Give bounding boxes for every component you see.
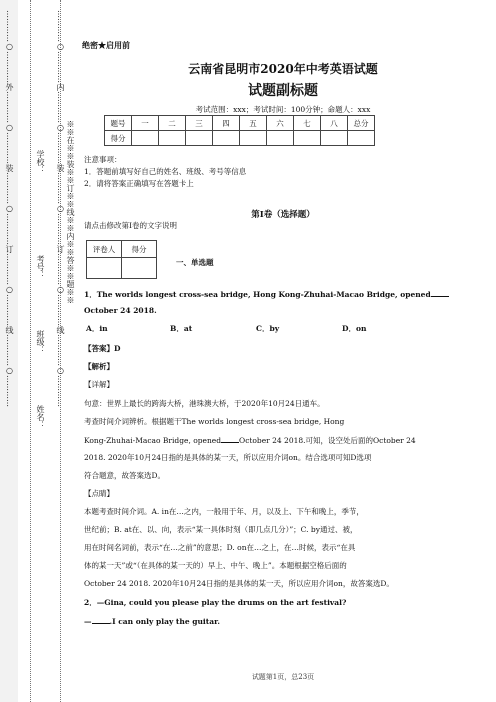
score-cell[interactable] — [132, 131, 159, 146]
score-header-cell: 二 — [159, 116, 186, 131]
q1-option-a: A．in — [86, 324, 108, 333]
score-header-cell: 七 — [294, 116, 321, 131]
score-value-row — [105, 131, 375, 146]
answer-blank — [92, 615, 110, 624]
score-cell[interactable] — [186, 131, 213, 146]
q1-line: 符合题意，故答案选D。 — [84, 471, 166, 480]
score-header-cell: 四 — [213, 116, 240, 131]
outer-margin-strip — [0, 0, 18, 702]
q1-comment-line: 世纪前；B. at在、以、向，表示“某一具体时刻（即几点几分）”；C. by通过、被， — [84, 525, 358, 534]
q2-stem: 2．—Gina, could you please play the drums on the art festival? — [84, 598, 347, 607]
field-name: 姓名： — [36, 405, 45, 429]
score-header-cell: 三 — [186, 116, 213, 131]
score-header-cell: 八 — [321, 116, 348, 131]
grader-label: 评卷人 — [87, 241, 122, 258]
margin-notice: ※※在※※装※※订※※线※※内※※答※※题※※ — [66, 120, 75, 304]
q1-answer: 【答案】D — [84, 344, 121, 353]
q2-reply: — .I can only play the guitar. — [84, 617, 220, 626]
score-header-cell: 五 — [240, 116, 267, 131]
q1-comment-line: 用在时间名词前，表示“在…之前”的意思；D. on在…之上，在…时候，表示“在具 — [84, 543, 356, 552]
score-header-cell: 总分 — [348, 116, 375, 131]
q1-line: 句意：世界上最长的跨海大桥，港珠澳大桥，于2020年10月24日通车。 — [84, 399, 325, 408]
answer-blank — [431, 288, 449, 297]
score-header-cell: 一 — [132, 116, 159, 131]
score-cell[interactable] — [240, 131, 267, 146]
score-cell[interactable] — [294, 131, 321, 146]
score-cell[interactable] — [267, 131, 294, 146]
q1-comment-line: 体的某一天”或“（在具体的某一天的）早上、中午、晚上”。本题根据空格后面的 — [84, 561, 347, 570]
q1-stem: 1．The worlds longest cross-sea bridge, Hong Kong-Zhuhai-Macao Bridge, opened — [84, 288, 449, 300]
q1-comment-line: 本题考查时间介词。A. in在…之内，一般用于年、月，以及上、下午和晚上，季节， — [84, 507, 364, 516]
page-subtitle: 试题副标题 — [248, 83, 318, 99]
q1-detail: 【详解】 — [84, 380, 114, 389]
q1-line: 2018. 2020年10月24日指的是具体的某一天，所以应用介词on。结合选项可知D选项 — [84, 453, 372, 462]
q1-stem-end: October 24 2018. — [84, 306, 157, 315]
q1-option-c: C．by — [256, 324, 280, 333]
section-title: 第I卷（选择题） — [251, 210, 315, 220]
outer-dotted-line — [30, 0, 31, 702]
part-heading: 一、单选题 — [176, 258, 214, 267]
notes-title: 注意事项： — [84, 155, 122, 164]
q1-comment: 【点睛】 — [84, 489, 114, 498]
score-cell[interactable] — [159, 131, 186, 146]
inner-binding-line: …………○…………内…………○…………装…………○…………订…………○…………线…………○………… — [56, 10, 65, 407]
exam-info: 考试范围：xxx；考试时间：100分钟；命题人：xxx — [195, 105, 371, 114]
q1-option-b: B．at — [170, 324, 193, 333]
notes-item: 1．答题前填写好自己的姓名、班级、考号等信息 — [84, 167, 247, 176]
q1-line: 考查时间介词辨析。根据题干The worlds longest cross-sea bridge, Hong — [84, 417, 345, 426]
score-cell[interactable] — [213, 131, 240, 146]
notes-item: 2．请将答案正确填写在答题卡上 — [84, 179, 194, 188]
q1-option-d: D．on — [342, 324, 367, 333]
grader-score-cell[interactable] — [122, 258, 157, 279]
score-cell[interactable] — [348, 131, 375, 146]
score-header-cell: 题号 — [105, 116, 132, 131]
score-row-label: 得分 — [105, 131, 132, 146]
grader-score-label: 得分 — [122, 241, 157, 258]
answer-blank — [221, 434, 239, 443]
field-school: 学校： — [36, 150, 45, 174]
outer-binding-line: …………○…………外…………○…………装…………○…………订…………○…………线…………○………… — [5, 10, 14, 407]
binding-gutter — [22, 0, 75, 702]
score-table — [104, 115, 375, 146]
page-footer: 试题第1页，总23页 — [251, 673, 315, 681]
field-class: 班级： — [36, 330, 45, 354]
grader-table — [86, 240, 157, 279]
page-title: 云南省昆明市2020年中考英语试题 — [188, 62, 378, 76]
q1-analysis: 【解析】 — [84, 362, 114, 371]
field-exam-number: 考号： — [36, 255, 45, 279]
score-header-row — [105, 116, 375, 131]
score-cell[interactable] — [321, 131, 348, 146]
score-header-cell: 六 — [267, 116, 294, 131]
q1-line: Kong-Zhuhai-Macao Bridge, opened October 24 2018.可知，设空处后面的October 24 — [84, 436, 416, 445]
section-instruction: 请点击修改第I卷的文字说明 — [84, 221, 177, 230]
q1-comment-line: October 24 2018. 2020年10月24日指的是具体的某一天，所以应用介词on，故答案选D。 — [84, 579, 394, 588]
secret-label: 绝密★启用前 — [82, 40, 130, 50]
grader-cell[interactable] — [87, 258, 122, 279]
